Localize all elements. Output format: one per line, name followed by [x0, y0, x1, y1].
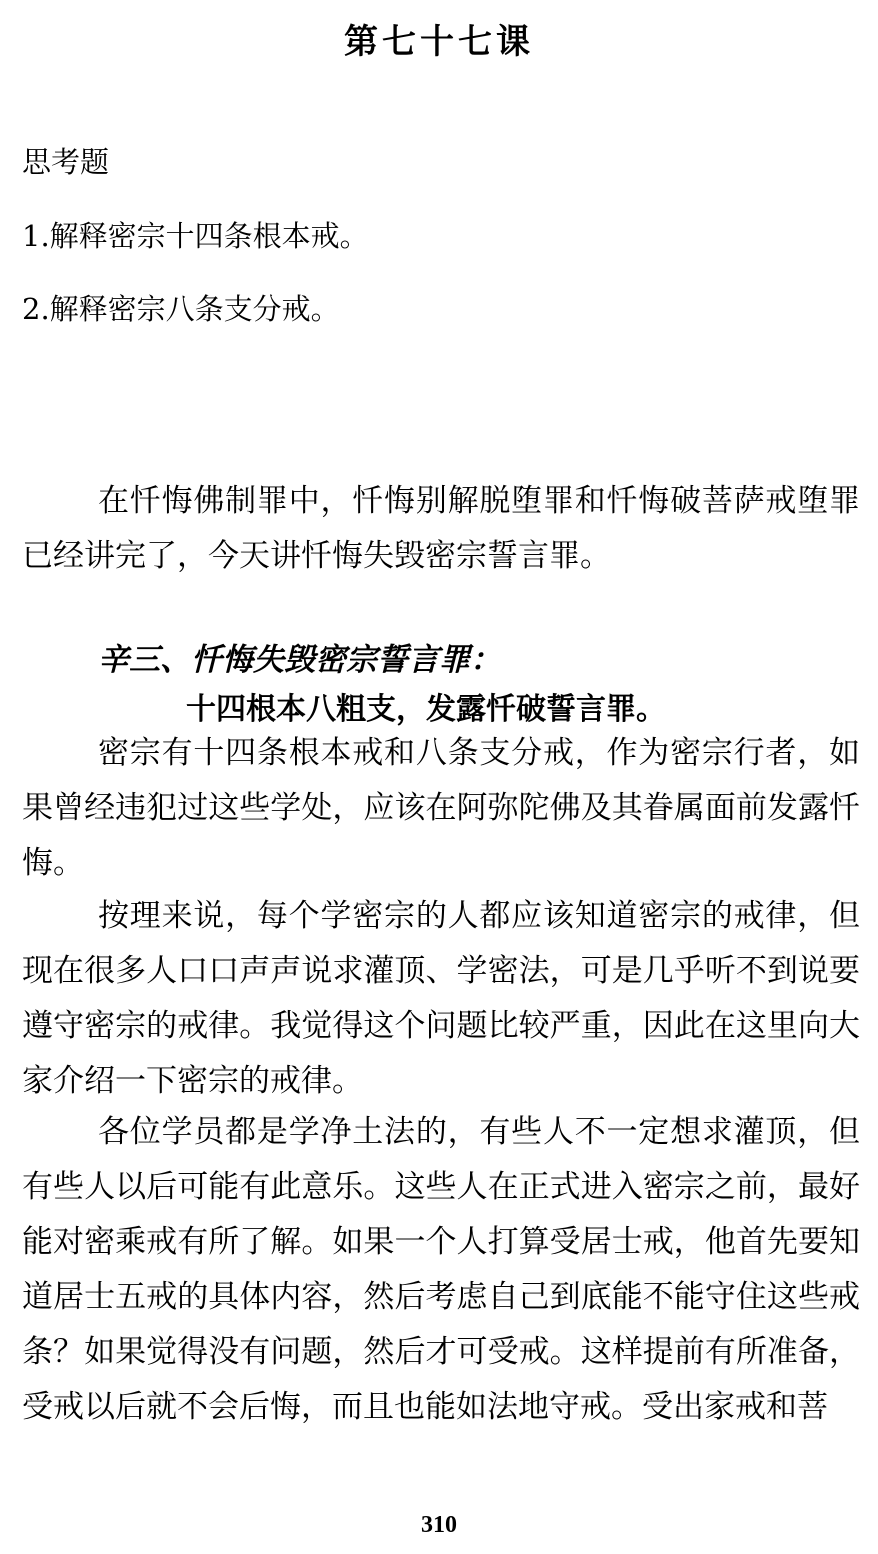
question-item-2: 2.解释密宗八条支分戒。 [22, 292, 340, 326]
root-verse: 十四根本八粗支，发露忏破誓言罪。 [186, 692, 666, 727]
body-paragraph-1: 密宗有十四条根本戒和八条支分戒，作为密宗行者，如果曾经违犯过这些学处，应该在阿弥陀佛及其眷属面前发露忏悔。 [22, 735, 860, 881]
body-paragraph-2: 按理来说，每个学密宗的人都应该知道密宗的戒律，但现在很多人口口声声说求灌顶、学密法，可是几乎听不到说要遵守密宗的戒律。我觉得这个问题比较严重，因此在这里向大家介绍一下密宗的戒律。 [22, 898, 860, 1099]
lesson-title: 第七十七课 [344, 22, 534, 62]
section-heading: 辛三、忏悔失毁密宗誓言罪： [98, 642, 501, 678]
intro-paragraph: 在忏悔佛制罪中，忏悔别解脱堕罪和忏悔破菩萨戒堕罪已经讲完了，今天讲忏悔失毁密宗誓言罪。 [22, 483, 860, 574]
questions-heading: 思考题 [22, 145, 110, 179]
body-paragraph-3: 各位学员都是学净土法的，有些人不一定想求灌顶，但有些人以后可能有此意乐。这些人在正式进入密宗之前，最好能对密乘戒有所了解。如果一个人打算受居士戒，他首先要知道居士五戒的具体内容，然后考虑自己到底能不能守住这些戒条？如果觉得没有问题，然后才可受戒。这样提前有所准备，受戒以后就不会后悔，而且也能如法地守戒。受出家戒和菩 [22, 1114, 860, 1425]
question-item-1: 1.解释密宗十四条根本戒。 [22, 219, 369, 253]
page-number: 310 [421, 1512, 457, 1538]
